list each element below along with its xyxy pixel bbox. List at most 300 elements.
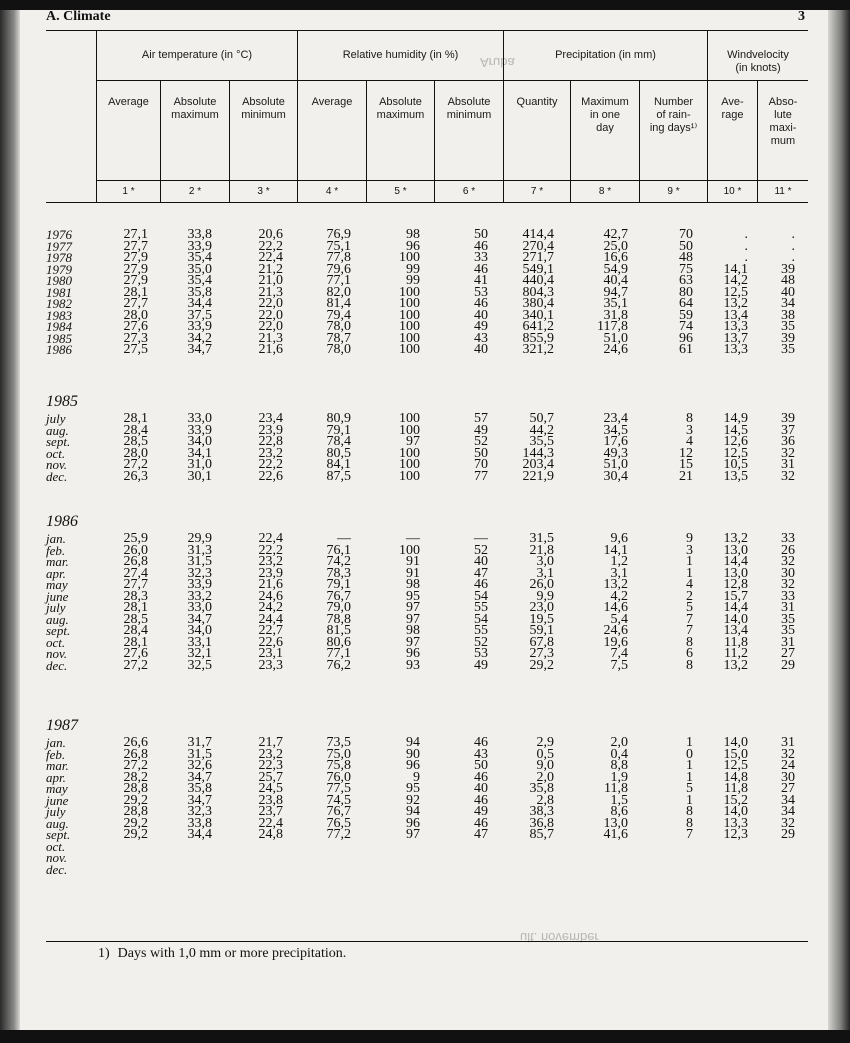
table-cell: 46 — [474, 296, 488, 311]
row-label: 1984 — [46, 319, 72, 334]
table-cell: 27,7 — [123, 577, 148, 592]
table-cell: 14,4 — [723, 600, 748, 615]
table-cell — [152, 864, 212, 876]
row-label: 1976 — [46, 227, 72, 242]
table-cell: 24,8 — [258, 827, 283, 842]
table-cell: 55 — [474, 623, 488, 638]
table-cell: 26,8 — [123, 554, 148, 569]
table-cell — [291, 841, 351, 853]
table-cell: 34,4 — [187, 827, 212, 842]
table-cell: 13,0 — [723, 542, 748, 558]
data-column-9 — [633, 533, 693, 671]
table-cell: 22,2 — [258, 457, 283, 472]
data-column-4 — [291, 737, 351, 875]
table-cell: 100 — [399, 342, 420, 357]
table-cell: 46 — [474, 815, 488, 831]
table-cell: 78,0 — [326, 342, 351, 357]
table-cell: 31,3 — [187, 542, 212, 558]
table-cell: 22,6 — [258, 468, 283, 484]
table-cell: 76,0 — [326, 769, 351, 785]
table-cell: 7,4 — [610, 646, 628, 661]
table-cell — [568, 852, 628, 864]
table-cell: 79,0 — [326, 600, 351, 615]
table-cell: 27,4 — [123, 565, 148, 581]
table-cell: 1 — [686, 758, 693, 773]
table-cell: 79,4 — [326, 307, 351, 323]
table-cell — [428, 841, 488, 853]
row-label: 1981 — [46, 284, 72, 300]
table-cell: 37,5 — [187, 307, 212, 323]
table-cell — [494, 841, 554, 853]
table-cell: 1,9 — [610, 769, 628, 785]
table-cell: 97 — [406, 600, 420, 615]
table-cell: . — [744, 238, 748, 254]
table-cell: 33,9 — [187, 422, 212, 438]
table-cell: 28,8 — [123, 781, 148, 796]
table-cell: 28,5 — [123, 611, 148, 627]
data-column-9 — [633, 737, 693, 875]
table-cell: 100 — [399, 250, 420, 265]
table-cell: 79,6 — [326, 261, 351, 277]
table-cell: 31,5 — [187, 554, 212, 569]
table-cell: 77 — [474, 468, 488, 484]
row-label: aug. — [46, 815, 69, 831]
table-cell: 12,3 — [723, 827, 748, 842]
table-cell: 47 — [474, 565, 488, 581]
table-cell: 34,4 — [187, 296, 212, 311]
table-cell: 25,7 — [258, 769, 283, 785]
table-cell: 46 — [474, 769, 488, 785]
table-cell: 81,4 — [326, 296, 351, 311]
table-cell: 7 — [686, 611, 693, 627]
table-cell: 27,3 — [123, 330, 148, 346]
table-cell: 92 — [406, 792, 420, 808]
table-cell: 34 — [781, 792, 795, 808]
table-cell: 55 — [474, 600, 488, 615]
table-cell: 16,6 — [603, 250, 628, 265]
table-cell: 4 — [686, 434, 693, 449]
data-column-1 — [88, 413, 148, 482]
table-cell: 13,3 — [723, 815, 748, 831]
table-cell: 7 — [686, 623, 693, 638]
table-cell: 32 — [781, 554, 795, 569]
row-label: 1985 — [46, 330, 72, 346]
table-cell: 13,7 — [723, 330, 748, 346]
table-cell: 24,5 — [258, 781, 283, 796]
table-cell: 40 — [781, 284, 795, 300]
table-cell: 29,2 — [529, 657, 554, 673]
table-cell: 46 — [474, 792, 488, 808]
table-cell: 29,2 — [123, 827, 148, 842]
table-cell: 38 — [781, 307, 795, 323]
table-cell: 48 — [781, 273, 795, 288]
table-cell: 23,9 — [258, 422, 283, 438]
table-cell: 98 — [406, 577, 420, 592]
subheader-col-4: Average — [311, 96, 353, 108]
table-cell: 100 — [399, 284, 420, 300]
table-cell: 804,3 — [522, 284, 554, 300]
table-cell: 34,0 — [187, 434, 212, 449]
table-cell: 40 — [474, 554, 488, 569]
table-cell: 27,2 — [123, 758, 148, 773]
column-number-2: 2 * — [188, 186, 202, 197]
table-cell: 32 — [781, 746, 795, 762]
table-cell: 3,1 — [610, 565, 628, 581]
table-cell: 99 — [406, 273, 420, 288]
row-label: dec. — [46, 468, 68, 484]
table-cell: 59 — [679, 307, 693, 323]
table-cell: 57 — [474, 411, 488, 426]
table-cell: 0,4 — [610, 746, 628, 762]
table-cell: 39 — [781, 261, 795, 277]
table-cell: 75,0 — [326, 746, 351, 762]
table-cell: 77,1 — [326, 273, 351, 288]
table-cell: 54 — [474, 588, 488, 604]
table-cell: 19,5 — [529, 611, 554, 627]
data-column-11 — [735, 533, 795, 671]
table-cell: 76,7 — [326, 588, 351, 604]
column-number-7: 7 * — [530, 186, 544, 197]
table-cell: 14,8 — [723, 769, 748, 785]
table-cell: 31 — [781, 457, 795, 472]
row-label: apr. — [46, 769, 66, 785]
table-cell: 80,6 — [326, 634, 351, 650]
table-cell: 33,9 — [187, 319, 212, 334]
table-cell: 26,0 — [529, 577, 554, 592]
table-cell: 35,8 — [529, 781, 554, 796]
data-column-6 — [428, 413, 488, 482]
table-cell: 29,2 — [123, 792, 148, 808]
row-label: mar. — [46, 554, 69, 569]
footnote — [98, 946, 346, 962]
table-cell: 54,9 — [603, 261, 628, 277]
table-cell: 33,9 — [187, 577, 212, 592]
table-cell: 81,5 — [326, 623, 351, 638]
row-labels — [46, 737, 70, 875]
table-cell: 1,5 — [610, 792, 628, 808]
table-cell: 35 — [781, 623, 795, 638]
table-cell: 13,5 — [723, 468, 748, 484]
table-top-rule — [46, 30, 808, 31]
table-cell: 23,2 — [258, 445, 283, 461]
table-cell: 13,2 — [723, 531, 748, 546]
data-column-4 — [291, 229, 351, 356]
data-column-7 — [494, 229, 554, 356]
table-cell: 3 — [686, 422, 693, 438]
data-column-8 — [568, 229, 628, 356]
table-cell: 33,1 — [187, 634, 212, 650]
subheader-col-3: Absolute minimum — [241, 96, 286, 121]
table-cell: 11,2 — [724, 646, 748, 661]
table-cell: 34,0 — [187, 623, 212, 638]
data-column-4 — [291, 533, 351, 671]
table-cell: 30,4 — [603, 468, 628, 484]
table-cell: 15 — [679, 457, 693, 472]
table-cell: 78,4 — [326, 434, 351, 449]
table-cell: 78,3 — [326, 565, 351, 581]
table-cell: 32,6 — [187, 758, 212, 773]
table-cell: 35 — [781, 342, 795, 357]
precipitation-header: Precipitation (in mm) — [555, 49, 656, 61]
table-cell: 13,2 — [723, 296, 748, 311]
subheader-col-10: Ave- rage — [721, 96, 744, 121]
table-cell — [735, 852, 795, 864]
row-label: july — [46, 411, 66, 426]
table-cell: 21,0 — [258, 273, 283, 288]
table-cell: 53 — [474, 646, 488, 661]
table-cell: 100 — [399, 330, 420, 346]
table-cell: 15,7 — [723, 588, 748, 604]
row-labels — [46, 533, 70, 671]
table-cell: 35,8 — [187, 781, 212, 796]
table-cell: 34,1 — [187, 445, 212, 461]
table-cell: 85,7 — [529, 827, 554, 842]
table-cell: 80 — [679, 284, 693, 300]
table-cell: 100 — [399, 468, 420, 484]
table-cell: 51,0 — [603, 457, 628, 472]
table-cell: 76,5 — [326, 815, 351, 831]
table-cell: 61 — [679, 342, 693, 357]
table-cell: 39 — [781, 330, 795, 346]
table-cell: 1 — [686, 554, 693, 569]
table-cell: 79,1 — [326, 422, 351, 438]
table-cell: 4 — [686, 577, 693, 592]
data-column-7 — [494, 413, 554, 482]
table-cell — [428, 852, 488, 864]
period-label: 1987 — [46, 717, 78, 734]
table-cell: 96 — [406, 815, 420, 831]
table-cell: 80,9 — [326, 411, 351, 426]
table-cell: 23,4 — [603, 411, 628, 426]
table-cell: 99 — [406, 261, 420, 277]
table-cell: 31,5 — [529, 531, 554, 546]
row-label: 1978 — [46, 250, 72, 265]
table-cell: 17,6 — [603, 434, 628, 449]
table-cell: 100 — [399, 319, 420, 334]
table-cell — [494, 864, 554, 876]
table-cell: 8 — [686, 804, 693, 819]
table-cell: 35,4 — [187, 273, 212, 288]
data-column-9 — [633, 413, 693, 482]
row-labels — [46, 413, 70, 482]
table-cell: 78,7 — [326, 330, 351, 346]
table-cell: 79,1 — [326, 577, 351, 592]
table-cell: 75,8 — [326, 758, 351, 773]
data-column-6 — [428, 229, 488, 356]
data-column-2 — [152, 229, 212, 356]
table-cell: 15,0 — [723, 746, 748, 762]
table-cell: 14,0 — [723, 735, 748, 750]
table-cell: 4,2 — [610, 588, 628, 604]
table-cell: 440,4 — [522, 273, 554, 288]
table-cell: 32,3 — [187, 565, 212, 581]
table-cell: 27,2 — [123, 657, 148, 673]
table-cell: 77,5 — [326, 781, 351, 796]
row-label: june — [46, 792, 69, 808]
table-cell: 33,0 — [187, 411, 212, 426]
table-cell: 31 — [781, 735, 795, 750]
table-cell: 52 — [474, 542, 488, 558]
data-column-2 — [152, 413, 212, 482]
table-cell: 91 — [406, 554, 420, 569]
table-cell: 50 — [474, 227, 488, 242]
table-cell: . — [744, 250, 748, 265]
subheader-col-8: Maximum in one day — [581, 96, 629, 134]
table-cell: 27,6 — [123, 319, 148, 334]
table-cell — [223, 841, 283, 853]
table-cell: 33,2 — [187, 588, 212, 604]
table-cell: 28,5 — [123, 434, 148, 449]
table-cell: 28,2 — [123, 769, 148, 785]
table-cell: 50 — [474, 758, 488, 773]
row-label: sept. — [46, 827, 71, 842]
table-cell: 100 — [399, 307, 420, 323]
column-number-10: 10 * — [723, 186, 742, 197]
table-cell: 14,1 — [723, 261, 748, 277]
footnote-text: Days with 1,0 mm or more precipitation. — [117, 946, 347, 961]
air-temperature-header: Air temperature (in °C) — [141, 49, 253, 61]
table-cell: 0 — [686, 746, 693, 762]
table-cell: 34,7 — [187, 342, 212, 357]
table-cell: 47 — [474, 827, 488, 842]
table-cell: 22,7 — [258, 623, 283, 638]
table-cell: 52 — [474, 434, 488, 449]
table-cell: 8,8 — [610, 758, 628, 773]
table-cell: 26,6 — [123, 735, 148, 750]
period-label: 1985 — [46, 393, 78, 410]
table-cell: 34,2 — [187, 330, 212, 346]
table-cell: 40,4 — [603, 273, 628, 288]
table-cell: 14,0 — [723, 611, 748, 627]
table-cell: 32,5 — [187, 657, 212, 673]
table-cell: 78,0 — [326, 319, 351, 334]
table-cell: 31 — [781, 600, 795, 615]
data-column-11 — [735, 737, 795, 875]
table-cell: 49 — [474, 422, 488, 438]
table-cell: 100 — [399, 411, 420, 426]
table-cell: 23,8 — [258, 792, 283, 808]
table-cell: 22,4 — [258, 815, 283, 831]
table-cell: 37 — [781, 422, 795, 438]
table-cell: 49 — [474, 657, 488, 673]
table-cell: 35,4 — [187, 250, 212, 265]
table-cell: 5 — [686, 600, 693, 615]
table-cell: 25,0 — [603, 238, 628, 254]
table-cell — [88, 841, 148, 853]
table-cell: 96 — [406, 238, 420, 254]
table-cell: 34,7 — [187, 769, 212, 785]
table-cell: 100 — [399, 445, 420, 461]
row-label: june — [46, 588, 69, 604]
table-cell: 30 — [781, 769, 795, 785]
table-cell: 27,9 — [123, 273, 148, 288]
table-cell: 13,2 — [603, 577, 628, 592]
table-cell: . — [791, 250, 795, 265]
table-cell: 21,6 — [258, 577, 283, 592]
row-label: sept. — [46, 623, 71, 638]
header-rule — [96, 80, 808, 81]
table-cell: 23,9 — [258, 565, 283, 581]
data-column-7 — [494, 737, 554, 875]
table-cell: 21,8 — [529, 542, 554, 558]
bleed-through: Aruba — [480, 55, 515, 70]
table-cell: 641,2 — [522, 319, 554, 334]
data-column-1 — [88, 533, 148, 671]
table-cell: 22,0 — [258, 307, 283, 323]
table-cell: 35 — [781, 611, 795, 627]
table-cell: 94 — [406, 735, 420, 750]
table-cell: 26,8 — [123, 746, 148, 762]
table-cell: 63 — [679, 273, 693, 288]
table-cell: 13,0 — [723, 565, 748, 581]
table-cell — [152, 841, 212, 853]
table-cell: 7,5 — [610, 657, 628, 673]
table-cell: 321,2 — [522, 342, 554, 357]
table-cell: 49 — [474, 804, 488, 819]
table-cell — [568, 864, 628, 876]
table-cell: 80,5 — [326, 445, 351, 461]
table-cell: 33 — [474, 250, 488, 265]
table-cell: 28,1 — [123, 411, 148, 426]
table-cell: 13,4 — [723, 623, 748, 638]
row-label: 1986 — [46, 342, 72, 357]
subheader-col-5: Absolute maximum — [376, 96, 425, 121]
table-cell: 33,0 — [187, 600, 212, 615]
table-cell: 28,4 — [123, 623, 148, 638]
table-cell: 14,6 — [603, 600, 628, 615]
table-cell: 32 — [781, 445, 795, 461]
table-cell: 14,4 — [723, 554, 748, 569]
row-label: aug. — [46, 422, 69, 438]
data-column-6 — [428, 737, 488, 875]
table-cell: 100 — [399, 296, 420, 311]
table-cell: 9,0 — [536, 758, 554, 773]
table-cell: 76,1 — [326, 542, 351, 558]
table-cell: — — [337, 531, 351, 546]
table-cell: 2,9 — [536, 735, 554, 750]
table-cell: 40 — [474, 781, 488, 796]
table-cell: 29 — [781, 657, 795, 673]
period-label: 1986 — [46, 513, 78, 530]
table-cell: 73,5 — [326, 735, 351, 750]
table-cell: 1,2 — [610, 554, 628, 569]
table-cell: 10,5 — [723, 457, 748, 472]
table-cell: 32 — [781, 577, 795, 592]
table-cell: 100 — [399, 457, 420, 472]
table-cell: 50 — [679, 238, 693, 254]
data-column-1 — [88, 737, 148, 875]
table-cell: 0,5 — [536, 746, 554, 762]
table-cell: 28,0 — [123, 445, 148, 461]
table-cell: 15,2 — [723, 792, 748, 808]
table-cell: 8 — [686, 815, 693, 831]
table-cell: 31,7 — [187, 735, 212, 750]
table-cell: 144,3 — [522, 445, 554, 461]
table-cell: 12,6 — [723, 434, 748, 449]
table-cell: 14,2 — [723, 273, 748, 288]
table-cell: . — [791, 227, 795, 242]
table-cell: 76,7 — [326, 804, 351, 819]
table-cell: 46 — [474, 577, 488, 592]
table-cell: 91 — [406, 565, 420, 581]
table-cell: 22,6 — [258, 634, 283, 650]
table-cell: 40 — [474, 307, 488, 323]
table-cell: 33,8 — [187, 227, 212, 242]
table-cell: 14,0 — [723, 804, 748, 819]
table-cell: 35 — [781, 319, 795, 334]
row-label: nov. — [46, 457, 68, 472]
table-cell: 64 — [679, 296, 693, 311]
